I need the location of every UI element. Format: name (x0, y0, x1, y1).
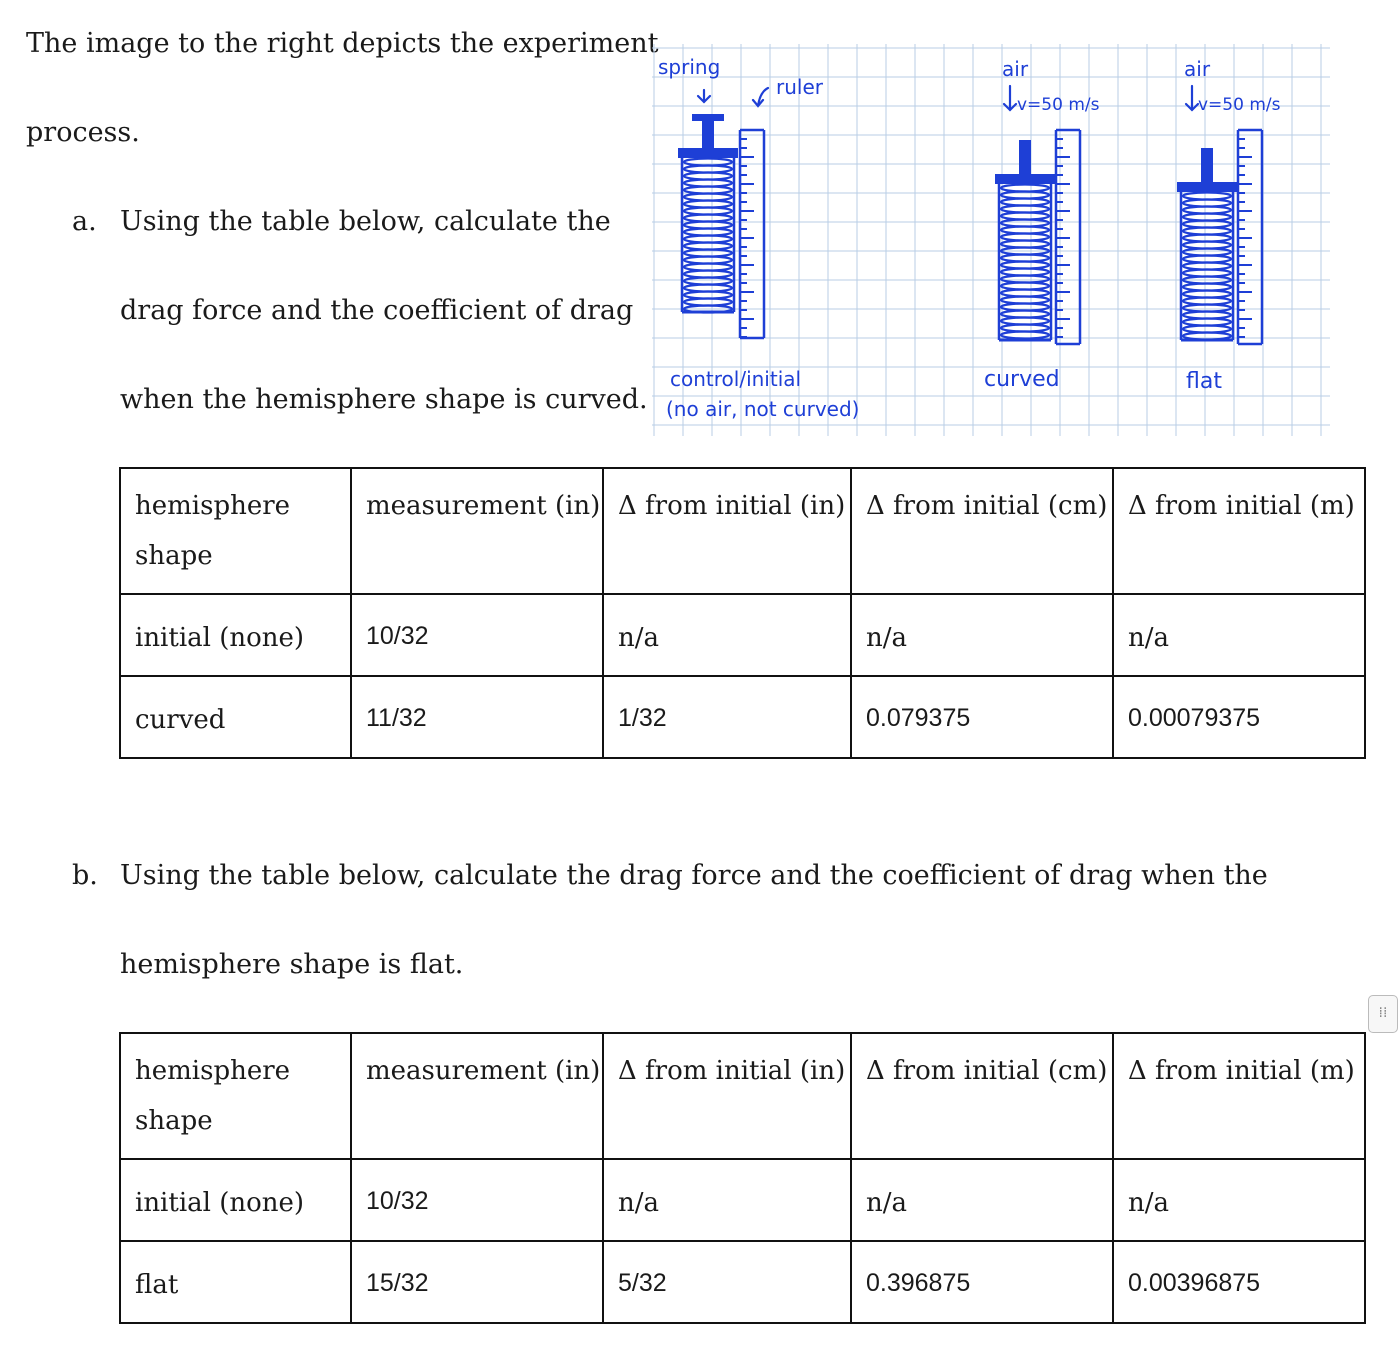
caption-control-note: (no air, not curved) (666, 397, 860, 421)
part-a-line-1: Using the table below, calculate the (120, 206, 611, 237)
spring-coil (1001, 332, 1049, 339)
table-row (120, 1159, 1365, 1241)
header-hemisphere-line-1: hemisphere (135, 491, 291, 521)
table-header-row (120, 1033, 1365, 1159)
header-hemisphere-line-2: shape (135, 1106, 213, 1136)
ruler-flat (1238, 130, 1262, 344)
header-hemisphere-shape (120, 1033, 351, 1159)
cell-shape: initial (none) (120, 594, 351, 676)
table-row (120, 594, 1365, 676)
apparatus-control (678, 114, 764, 338)
header-delta-in: Δ from initial (in) (603, 1033, 851, 1159)
cell-measurement: 15/32 (351, 1241, 603, 1323)
part-a-line-2: drag force and the coefficient of drag (120, 295, 634, 326)
header-delta-in: Δ from initial (in) (603, 468, 851, 594)
label-air-right: air (1184, 57, 1211, 81)
cell-delta-cm: 0.396875 (851, 1241, 1113, 1323)
cell-delta-in: n/a (603, 1159, 851, 1241)
part-a-line-3: when the hemisphere shape is curved. (120, 384, 648, 415)
label-velocity-left: v=50 m/s (1017, 95, 1100, 115)
spring-coil-control (682, 158, 734, 313)
spring-arrow (698, 90, 710, 102)
cell-delta-cm: 0.079375 (851, 676, 1113, 758)
header-hemisphere-line-2: shape (135, 541, 213, 571)
label-velocity-right: v=50 m/s (1198, 95, 1281, 115)
caption-control: control/initial (670, 367, 802, 391)
cell-delta-in: 1/32 (603, 676, 851, 758)
cell-delta-m: 0.00396875 (1113, 1241, 1365, 1323)
intro-line-1: The image to the right depicts the experiment (26, 28, 659, 59)
cell-measurement: 10/32 (351, 1159, 603, 1241)
data-table-flat (119, 1032, 1366, 1324)
spring-coil (1183, 333, 1231, 340)
ruler-control (740, 130, 764, 338)
table-row (120, 1241, 1365, 1323)
header-measurement: measurement (in) (351, 468, 603, 594)
header-hemisphere-line-1: hemisphere (135, 1056, 291, 1086)
table-row (120, 676, 1365, 758)
header-delta-cm: Δ from initial (cm) (851, 468, 1113, 594)
cell-delta-cm: n/a (851, 1159, 1113, 1241)
part-b-marker: b. (72, 860, 98, 891)
cell-delta-m: 0.00079375 (1113, 676, 1365, 758)
experiment-figure (652, 44, 1332, 440)
header-delta-m: Δ from initial (m) (1113, 1033, 1365, 1159)
cell-measurement: 10/32 (351, 594, 603, 676)
apparatus-flat (1177, 130, 1262, 344)
cell-delta-m: n/a (1113, 594, 1365, 676)
caption-flat: flat (1186, 369, 1222, 394)
cell-shape: curved (120, 676, 351, 758)
part-a-marker: a. (72, 206, 97, 237)
ruler-arrow (753, 88, 768, 106)
label-ruler: ruler (776, 75, 823, 99)
air-arrow-right (1186, 86, 1198, 110)
spring-coil-flat (1181, 192, 1233, 340)
cell-shape: initial (none) (120, 1159, 351, 1241)
cell-delta-cm: n/a (851, 594, 1113, 676)
intro-line-2: process. (26, 117, 140, 148)
header-delta-cm: Δ from initial (cm) (851, 1033, 1113, 1159)
table-header-row (120, 468, 1365, 594)
cell-delta-m: n/a (1113, 1159, 1365, 1241)
cell-measurement: 11/32 (351, 676, 603, 758)
label-spring: spring (658, 55, 721, 79)
header-measurement: measurement (in) (351, 1033, 603, 1159)
air-arrow-left (1004, 86, 1016, 110)
header-delta-m: Δ from initial (m) (1113, 468, 1365, 594)
caption-curved: curved (984, 367, 1060, 392)
cell-delta-in: n/a (603, 594, 851, 676)
header-hemisphere-shape (120, 468, 351, 594)
spring-coil-curved (999, 184, 1051, 340)
data-table-curved (119, 467, 1366, 759)
part-b-line-2: hemisphere shape is flat. (120, 949, 464, 980)
label-air-left: air (1002, 57, 1029, 81)
cell-delta-in: 5/32 (603, 1241, 851, 1323)
grip-dots-icon[interactable]: ⁞⁞ (1368, 995, 1398, 1033)
cell-shape: flat (120, 1241, 351, 1323)
apparatus-curved (995, 130, 1080, 344)
part-b-line-1: Using the table below, calculate the drag force and the coefficient of drag when the (120, 860, 1268, 891)
